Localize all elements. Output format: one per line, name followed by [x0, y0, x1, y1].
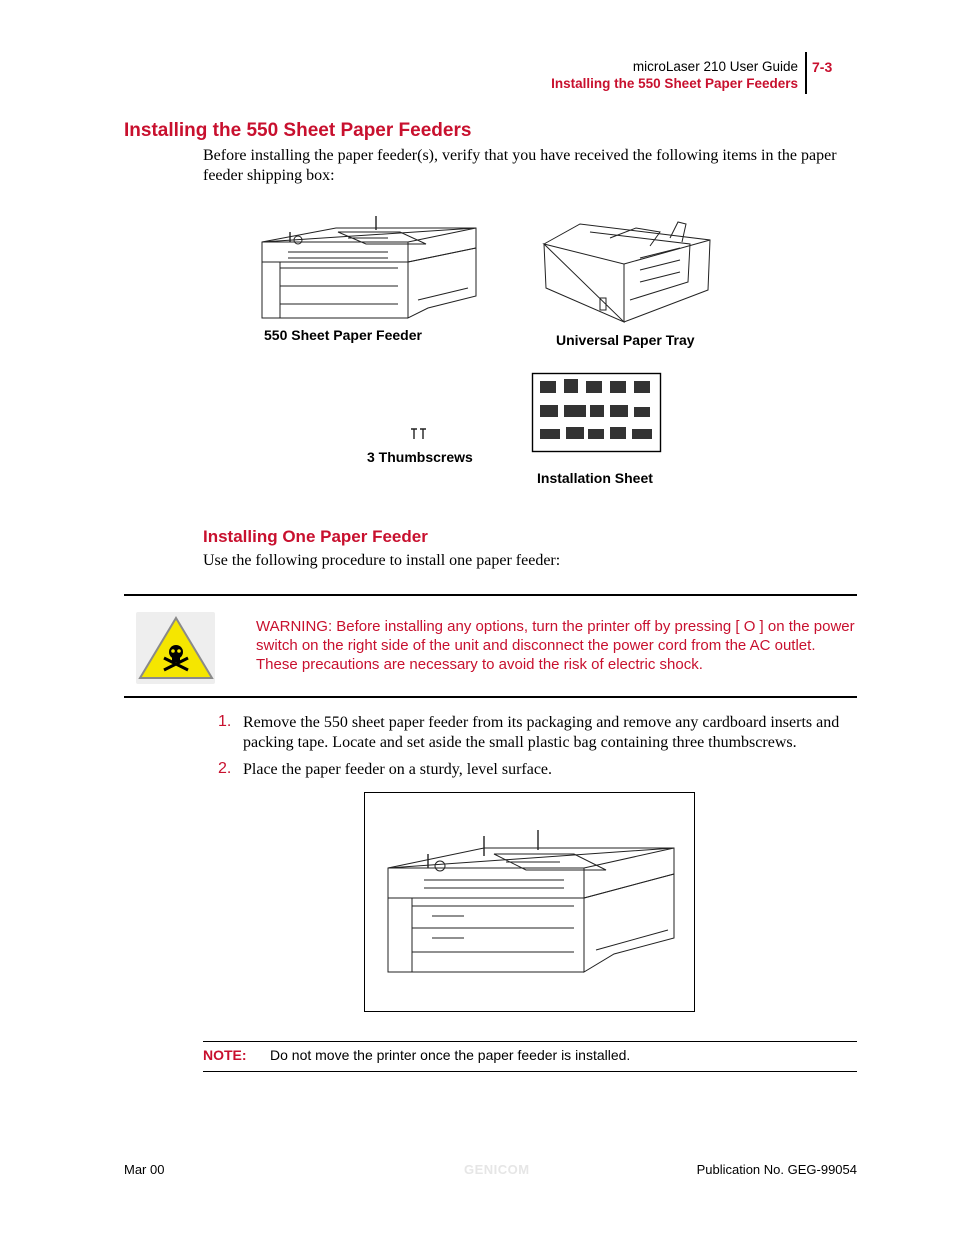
paper-feeder-figure — [384, 826, 680, 976]
step-text: Place the paper feeder on a sturdy, level surface. — [243, 761, 553, 778]
running-header-guide-title: microLaser 210 User Guide — [632, 59, 798, 74]
subsection-heading: Installing One Paper Feeder — [203, 527, 428, 546]
note-bottom-rule — [203, 1071, 857, 1072]
caption-installation-sheet: Installation Sheet — [537, 470, 653, 486]
paper-tray-illustration — [540, 218, 714, 330]
step-number: 2. — [218, 760, 232, 777]
header-divider — [805, 52, 807, 94]
warning-skull-icon — [136, 612, 216, 684]
running-header-section-title: Installing the 550 Sheet Paper Feeders — [551, 76, 798, 91]
installation-sheet-illustration — [532, 373, 661, 452]
note-label: NOTE: — [203, 1047, 247, 1063]
warning-text: WARNING: Before installing any options, turn the printer off by pressing [ O ] on the power switch on the right side of the unit and disconnect the power cord from the AC outlet. These precautions are necessary to avoid the risk of electric shock. — [256, 618, 855, 673]
caption-thumbscrews: 3 Thumbscrews — [367, 449, 473, 465]
note-text: Do not move the printer once the paper feeder is installed. — [270, 1047, 631, 1063]
step-number: 1. — [218, 713, 232, 730]
footer-publication: Publication No. GEG-99054 — [696, 1162, 857, 1177]
note-top-rule — [203, 1041, 857, 1042]
thumbscrews-icon — [410, 428, 428, 440]
caption-paper-tray: Universal Paper Tray — [556, 332, 695, 348]
warning-bottom-rule — [124, 696, 857, 698]
section-heading: Installing the 550 Sheet Paper Feeders — [124, 120, 472, 141]
warning-top-rule — [124, 594, 857, 596]
footer-date: Mar 00 — [124, 1162, 165, 1177]
intro-paragraph: Before installing the paper feeder(s), verify that you have received the following items in the paper feeder shipping box: — [203, 147, 837, 184]
procedure-intro: Use the following procedure to install one paper feeder: — [203, 552, 561, 569]
paper-feeder-illustration — [258, 212, 482, 324]
caption-paper-feeder: 550 Sheet Paper Feeder — [264, 327, 422, 343]
footer-brand-watermark: GENICOM — [464, 1162, 530, 1177]
page-number: 7-3 — [812, 59, 833, 75]
step-text: Remove the 550 sheet paper feeder from its packaging and remove any cardboard inserts and packing tape. Locate and set aside the small plastic bag containing three thumbscrews. — [243, 714, 840, 751]
